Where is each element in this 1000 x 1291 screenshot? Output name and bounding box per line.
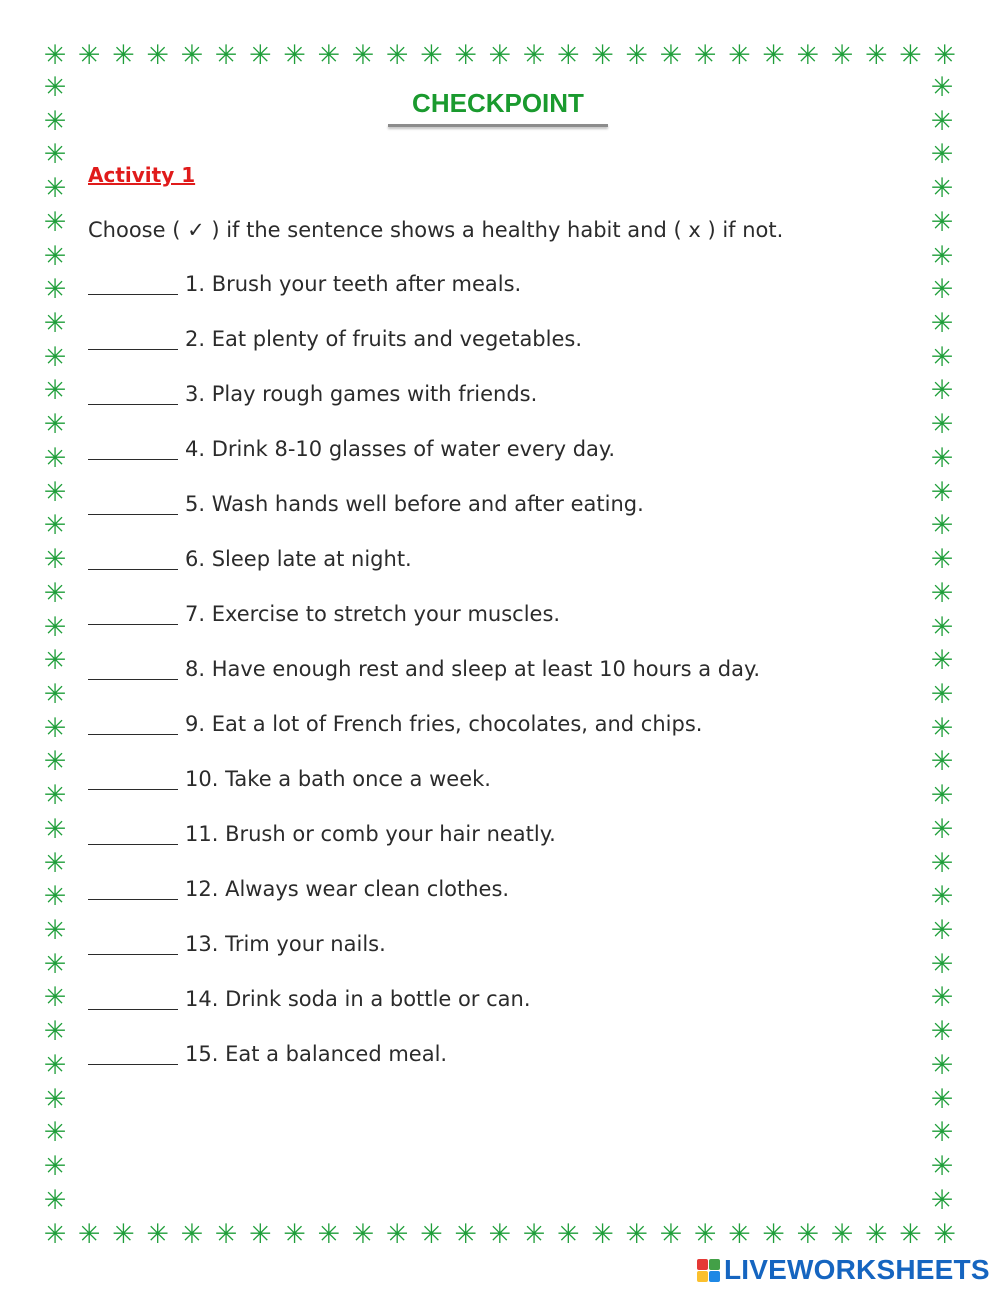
- snowflake-star-icon: ✳: [830, 39, 854, 71]
- snowflake-star-icon: ✳: [930, 409, 954, 441]
- item-text: 6. Sleep late at night.: [185, 547, 412, 571]
- snowflake-star-icon: ✳: [112, 1218, 135, 1250]
- snowflake-star-icon: ✳: [43, 341, 67, 373]
- snowflake-star-icon: ✳: [930, 442, 954, 474]
- answer-blank[interactable]: [88, 602, 178, 625]
- snowflake-star-icon: ✳: [43, 375, 67, 407]
- snowflake-star-icon: ✳: [249, 39, 272, 71]
- snowflake-star-icon: ✳: [283, 39, 306, 71]
- snowflake-star-icon: ✳: [930, 341, 954, 373]
- snowflake-star-icon: ✳: [930, 173, 954, 205]
- snowflake-star-icon: ✳: [43, 645, 67, 677]
- item-text: 10. Take a bath once a week.: [185, 767, 491, 791]
- border-top: [40, 40, 960, 70]
- snowflake-star-icon: ✳: [556, 39, 580, 71]
- snowflake-star-icon: ✳: [43, 712, 67, 744]
- snowflake-star-icon: ✳: [385, 1218, 409, 1250]
- snowflake-star-icon: ✳: [43, 510, 67, 542]
- item-text: 14. Drink soda in a bottle or can.: [185, 987, 531, 1011]
- answer-blank[interactable]: [88, 987, 178, 1010]
- list-item: [88, 767, 760, 822]
- snowflake-star-icon: ✳: [43, 780, 67, 812]
- snowflake-star-icon: ✳: [454, 1218, 477, 1250]
- snowflake-star-icon: ✳: [43, 948, 67, 980]
- snowflake-star-icon: ✳: [625, 39, 649, 71]
- snowflake-star-icon: ✳: [762, 39, 785, 71]
- snowflake-star-icon: ✳: [659, 1218, 683, 1250]
- snowflake-star-icon: ✳: [43, 442, 67, 474]
- item-text: 11. Brush or comb your hair neatly.: [185, 822, 556, 846]
- item-text: 12. Always wear clean clothes.: [185, 877, 510, 901]
- snowflake-star-icon: ✳: [385, 39, 409, 71]
- snowflake-star-icon: ✳: [146, 39, 169, 71]
- brand-name: LIVEWORKSHEETS: [724, 1254, 990, 1285]
- answer-blank[interactable]: [88, 547, 178, 570]
- item-text: 7. Exercise to stretch your muscles.: [185, 602, 561, 626]
- item-text: 1. Brush your teeth after meals.: [185, 272, 522, 296]
- list-item: [88, 272, 760, 327]
- answer-blank[interactable]: [88, 327, 178, 350]
- snowflake-star-icon: ✳: [214, 39, 238, 71]
- snowflake-star-icon: ✳: [43, 544, 67, 576]
- snowflake-star-icon: ✳: [930, 1083, 954, 1115]
- border-right: [927, 74, 957, 1214]
- answer-blank[interactable]: [88, 272, 178, 295]
- answer-blank[interactable]: [88, 767, 178, 790]
- snowflake-star-icon: ✳: [43, 240, 67, 272]
- snowflake-star-icon: ✳: [762, 1218, 785, 1250]
- list-item: [88, 657, 760, 712]
- snowflake-star-icon: ✳: [77, 39, 101, 71]
- border-bottom: [40, 1219, 960, 1249]
- snowflake-star-icon: ✳: [930, 847, 954, 879]
- snowflake-star-icon: ✳: [43, 274, 67, 306]
- snowflake-star-icon: ✳: [112, 39, 135, 71]
- snowflake-star-icon: ✳: [933, 1218, 956, 1250]
- snowflake-star-icon: ✳: [864, 39, 888, 71]
- snowflake-star-icon: ✳: [930, 240, 954, 272]
- snowflake-star-icon: ✳: [522, 39, 546, 71]
- snowflake-star-icon: ✳: [43, 1049, 67, 1081]
- snowflake-star-icon: ✳: [930, 206, 954, 238]
- snowflake-star-icon: ✳: [930, 476, 954, 508]
- instructions-text: Choose ( ✓ ) if the sentence shows a healthy habit and ( x ) if not.: [88, 218, 784, 242]
- snowflake-star-icon: ✳: [43, 577, 67, 609]
- snowflake-star-icon: ✳: [591, 39, 614, 71]
- item-text: 15. Eat a balanced meal.: [185, 1042, 448, 1066]
- list-item: [88, 712, 760, 767]
- snowflake-star-icon: ✳: [930, 948, 954, 980]
- list-item: [88, 1042, 760, 1097]
- snowflake-star-icon: ✳: [796, 1218, 820, 1250]
- snowflake-star-icon: ✳: [930, 645, 954, 677]
- snowflake-star-icon: ✳: [899, 1218, 922, 1250]
- snowflake-star-icon: ✳: [43, 611, 67, 643]
- snowflake-star-icon: ✳: [930, 544, 954, 576]
- answer-blank[interactable]: [88, 877, 178, 900]
- snowflake-star-icon: ✳: [930, 274, 954, 306]
- activity-heading: Activity 1: [88, 163, 196, 187]
- snowflake-star-icon: ✳: [930, 611, 954, 643]
- snowflake-star-icon: ✳: [43, 1117, 67, 1149]
- snowflake-star-icon: ✳: [930, 577, 954, 609]
- snowflake-star-icon: ✳: [930, 712, 954, 744]
- answer-blank[interactable]: [88, 492, 178, 515]
- snowflake-star-icon: ✳: [43, 1218, 67, 1250]
- item-text: 4. Drink 8-10 glasses of water every day.: [185, 437, 616, 461]
- snowflake-star-icon: ✳: [930, 746, 954, 778]
- snowflake-star-icon: ✳: [933, 39, 956, 71]
- snowflake-star-icon: ✳: [930, 375, 954, 407]
- snowflake-star-icon: ✳: [43, 476, 67, 508]
- snowflake-star-icon: ✳: [930, 510, 954, 542]
- snowflake-star-icon: ✳: [43, 982, 67, 1014]
- list-item: [88, 932, 760, 987]
- snowflake-star-icon: ✳: [43, 1151, 67, 1182]
- list-item: [88, 822, 760, 877]
- snowflake-star-icon: ✳: [930, 881, 954, 913]
- snowflake-star-icon: ✳: [796, 39, 820, 71]
- snowflake-star-icon: ✳: [43, 678, 67, 710]
- snowflake-star-icon: ✳: [556, 1218, 580, 1250]
- snowflake-star-icon: ✳: [351, 39, 375, 71]
- snowflake-star-icon: ✳: [930, 1117, 954, 1149]
- list-item: [88, 602, 760, 657]
- exercise-list: [88, 272, 760, 1097]
- snowflake-star-icon: ✳: [864, 1218, 888, 1250]
- answer-blank[interactable]: [88, 657, 178, 680]
- snowflake-star-icon: ✳: [146, 1218, 169, 1250]
- snowflake-star-icon: ✳: [930, 139, 954, 171]
- answer-blank[interactable]: [88, 932, 178, 955]
- snowflake-star-icon: ✳: [43, 813, 67, 845]
- answer-blank[interactable]: [88, 822, 178, 845]
- snowflake-star-icon: ✳: [454, 39, 477, 71]
- snowflake-star-icon: ✳: [488, 39, 512, 71]
- snowflake-star-icon: ✳: [728, 1218, 751, 1250]
- snowflake-star-icon: ✳: [43, 409, 67, 441]
- footer-brand[interactable]: [697, 1254, 990, 1286]
- item-text: 9. Eat a lot of French fries, chocolates, and chips.: [185, 712, 703, 736]
- snowflake-star-icon: ✳: [43, 206, 67, 238]
- snowflake-star-icon: ✳: [930, 813, 954, 845]
- snowflake-star-icon: ✳: [899, 39, 922, 71]
- item-text: 2. Eat plenty of fruits and vegetables.: [185, 327, 583, 351]
- snowflake-star-icon: ✳: [43, 914, 67, 946]
- title-underline: [388, 124, 608, 127]
- snowflake-star-icon: ✳: [693, 39, 717, 71]
- item-text: 13. Trim your nails.: [185, 932, 386, 956]
- snowflake-star-icon: ✳: [830, 1218, 854, 1250]
- snowflake-star-icon: ✳: [930, 72, 954, 103]
- snowflake-star-icon: ✳: [930, 1151, 954, 1182]
- snowflake-star-icon: ✳: [930, 678, 954, 710]
- answer-blank[interactable]: [88, 437, 178, 460]
- snowflake-star-icon: ✳: [43, 173, 67, 205]
- snowflake-star-icon: ✳: [728, 39, 751, 71]
- snowflake-star-icon: ✳: [43, 1184, 67, 1216]
- snowflake-star-icon: ✳: [488, 1218, 512, 1250]
- snowflake-star-icon: ✳: [283, 1218, 306, 1250]
- list-item: [88, 987, 760, 1042]
- snowflake-star-icon: ✳: [180, 39, 204, 71]
- snowflake-star-icon: ✳: [420, 39, 443, 71]
- snowflake-star-icon: ✳: [420, 1218, 443, 1250]
- item-text: 8. Have enough rest and sleep at least 10 hours a day.: [185, 657, 761, 681]
- snowflake-star-icon: ✳: [43, 139, 67, 171]
- snowflake-star-icon: ✳: [43, 308, 67, 340]
- snowflake-star-icon: ✳: [522, 1218, 546, 1250]
- snowflake-star-icon: ✳: [77, 1218, 101, 1250]
- snowflake-star-icon: ✳: [317, 1218, 341, 1250]
- snowflake-star-icon: ✳: [43, 39, 67, 71]
- snowflake-star-icon: ✳: [625, 1218, 649, 1250]
- snowflake-star-icon: ✳: [180, 1218, 204, 1250]
- snowflake-star-icon: ✳: [930, 914, 954, 946]
- answer-blank[interactable]: [88, 712, 178, 735]
- snowflake-star-icon: ✳: [930, 105, 954, 137]
- liveworksheets-logo-icon: [697, 1259, 720, 1282]
- snowflake-star-icon: ✳: [43, 746, 67, 778]
- list-item: [88, 327, 760, 382]
- answer-blank[interactable]: [88, 382, 178, 405]
- list-item: [88, 547, 760, 602]
- answer-blank[interactable]: [88, 1042, 178, 1065]
- list-item: [88, 382, 760, 437]
- snowflake-star-icon: ✳: [693, 1218, 717, 1250]
- list-item: [88, 492, 760, 547]
- snowflake-star-icon: ✳: [930, 308, 954, 340]
- list-item: [88, 877, 760, 932]
- snowflake-star-icon: ✳: [43, 1083, 67, 1115]
- snowflake-star-icon: ✳: [351, 1218, 375, 1250]
- snowflake-star-icon: ✳: [659, 39, 683, 71]
- snowflake-star-icon: ✳: [249, 1218, 272, 1250]
- page-title: CHECKPOINT: [412, 88, 584, 118]
- snowflake-star-icon: ✳: [43, 847, 67, 879]
- item-text: 5. Wash hands well before and after eating.: [185, 492, 644, 516]
- snowflake-star-icon: ✳: [930, 1184, 954, 1216]
- snowflake-star-icon: ✳: [43, 1016, 67, 1048]
- item-text: 3. Play rough games with friends.: [185, 382, 538, 406]
- snowflake-star-icon: ✳: [43, 105, 67, 137]
- snowflake-star-icon: ✳: [930, 982, 954, 1014]
- border-left: [40, 74, 70, 1214]
- snowflake-star-icon: ✳: [43, 881, 67, 913]
- snowflake-star-icon: ✳: [930, 1016, 954, 1048]
- list-item: [88, 437, 760, 492]
- snowflake-star-icon: ✳: [317, 39, 341, 71]
- snowflake-star-icon: ✳: [214, 1218, 238, 1250]
- snowflake-star-icon: ✳: [930, 1049, 954, 1081]
- snowflake-star-icon: ✳: [930, 780, 954, 812]
- snowflake-star-icon: ✳: [43, 72, 67, 103]
- snowflake-star-icon: ✳: [591, 1218, 614, 1250]
